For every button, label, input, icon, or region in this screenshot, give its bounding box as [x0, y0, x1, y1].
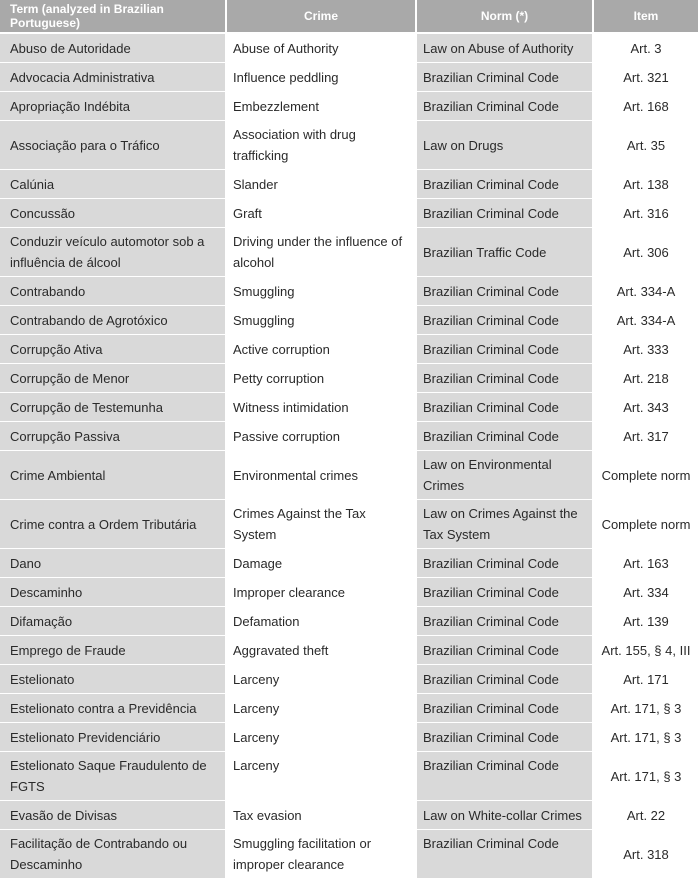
item-cell: Complete norm	[593, 451, 699, 500]
crime-cell: Improper clearance	[226, 578, 416, 607]
crime-cell: Tax evasion	[226, 801, 416, 830]
item-cell: Art. 334-A	[593, 306, 699, 335]
norm-cell: Brazilian Criminal Code	[416, 170, 593, 199]
norm-cell: Brazilian Criminal Code	[416, 549, 593, 578]
crime-cell: Larceny	[226, 723, 416, 752]
norm-cell: Law on White-collar Crimes	[416, 801, 593, 830]
norm-cell: Brazilian Criminal Code	[416, 63, 593, 92]
term-cell: Corrupção Ativa	[0, 335, 226, 364]
table-row	[0, 393, 699, 422]
item-cell: Art. 155, § 4, III	[593, 636, 699, 665]
item-cell: Art. 321	[593, 63, 699, 92]
norm-cell: Law on Crimes Against the Tax System	[416, 500, 593, 549]
crime-cell: Crimes Against the Tax System	[226, 500, 416, 549]
table-row	[0, 801, 699, 830]
item-cell: Art. 317	[593, 422, 699, 451]
crime-cell: Active corruption	[226, 335, 416, 364]
table-row	[0, 92, 699, 121]
table-row	[0, 306, 699, 335]
crime-cell: Larceny	[226, 665, 416, 694]
table-row	[0, 170, 699, 199]
term-cell: Contrabando de Agrotóxico	[0, 306, 226, 335]
term-cell: Emprego de Fraude	[0, 636, 226, 665]
table-row	[0, 63, 699, 92]
item-cell: Art. 316	[593, 199, 699, 228]
norm-cell: Brazilian Criminal Code	[416, 306, 593, 335]
table-row	[0, 121, 699, 170]
table-row	[0, 578, 699, 607]
item-cell: Art. 343	[593, 393, 699, 422]
norm-cell: Brazilian Criminal Code	[416, 393, 593, 422]
norm-cell: Law on Environmental Crimes	[416, 451, 593, 500]
norm-cell: Brazilian Criminal Code	[416, 636, 593, 665]
table-row	[0, 277, 699, 306]
term-cell: Abuso de Autoridade	[0, 33, 226, 63]
crime-cell: Graft	[226, 199, 416, 228]
norm-cell: Brazilian Criminal Code	[416, 665, 593, 694]
term-cell: Dano	[0, 549, 226, 578]
table-row	[0, 752, 699, 801]
crime-cell: Environmental crimes	[226, 451, 416, 500]
item-cell: Art. 35	[593, 121, 699, 170]
term-cell: Corrupção Passiva	[0, 422, 226, 451]
norm-cell: Brazilian Criminal Code	[416, 335, 593, 364]
table-row	[0, 607, 699, 636]
item-cell: Art. 318	[593, 830, 699, 879]
header-crime: Crime	[226, 0, 416, 33]
norm-cell: Brazilian Criminal Code	[416, 723, 593, 752]
term-cell: Concussão	[0, 199, 226, 228]
crime-cell: Larceny	[226, 752, 416, 801]
term-cell: Advocacia Administrativa	[0, 63, 226, 92]
norm-cell: Brazilian Criminal Code	[416, 277, 593, 306]
term-cell: Descaminho	[0, 578, 226, 607]
table-row	[0, 636, 699, 665]
term-cell: Estelionato	[0, 665, 226, 694]
crime-cell: Damage	[226, 549, 416, 578]
item-cell: Art. 306	[593, 228, 699, 277]
norm-cell: Brazilian Criminal Code	[416, 199, 593, 228]
term-cell: Contrabando	[0, 277, 226, 306]
item-cell: Art. 22	[593, 801, 699, 830]
norm-cell: Brazilian Criminal Code	[416, 578, 593, 607]
term-cell: Calúnia	[0, 170, 226, 199]
crime-cell: Witness intimidation	[226, 393, 416, 422]
table-row	[0, 228, 699, 277]
table-row	[0, 500, 699, 549]
term-cell: Facilitação de Contrabando ou Descaminho	[0, 830, 226, 879]
table-row	[0, 665, 699, 694]
crime-cell: Smuggling	[226, 306, 416, 335]
crime-cell: Abuse of Authority	[226, 33, 416, 63]
item-cell: Art. 3	[593, 33, 699, 63]
term-cell: Crime Ambiental	[0, 451, 226, 500]
item-cell: Art. 171, § 3	[593, 752, 699, 801]
term-cell: Associação para o Tráfico	[0, 121, 226, 170]
table-row	[0, 364, 699, 393]
table-row	[0, 830, 699, 879]
crime-cell: Aggravated theft	[226, 636, 416, 665]
table-row	[0, 422, 699, 451]
item-cell: Complete norm	[593, 500, 699, 549]
item-cell: Art. 218	[593, 364, 699, 393]
norm-cell: Brazilian Criminal Code	[416, 830, 593, 879]
item-cell: Art. 334	[593, 578, 699, 607]
table-row	[0, 451, 699, 500]
term-cell: Difamação	[0, 607, 226, 636]
item-cell: Art. 171, § 3	[593, 723, 699, 752]
crime-cell: Smuggling	[226, 277, 416, 306]
term-cell: Crime contra a Ordem Tributária	[0, 500, 226, 549]
crime-cell: Embezzlement	[226, 92, 416, 121]
term-cell: Estelionato contra a Previdência	[0, 694, 226, 723]
term-cell: Evasão de Divisas	[0, 801, 226, 830]
item-cell: Art. 163	[593, 549, 699, 578]
norm-cell: Brazilian Criminal Code	[416, 752, 593, 801]
item-cell: Art. 333	[593, 335, 699, 364]
table-row	[0, 33, 699, 63]
norm-cell: Brazilian Criminal Code	[416, 422, 593, 451]
term-cell: Corrupção de Menor	[0, 364, 226, 393]
crime-cell: Influence peddling	[226, 63, 416, 92]
term-cell: Apropriação Indébita	[0, 92, 226, 121]
crime-cell: Larceny	[226, 694, 416, 723]
table-row	[0, 694, 699, 723]
header-term: Term (analyzed in Brazilian Portuguese)	[0, 0, 226, 33]
norm-cell: Brazilian Criminal Code	[416, 92, 593, 121]
table-row	[0, 199, 699, 228]
norm-cell: Brazilian Criminal Code	[416, 694, 593, 723]
term-cell: Estelionato Previdenciário	[0, 723, 226, 752]
term-cell: Estelionato Saque Fraudulento de FGTS	[0, 752, 226, 801]
item-cell: Art. 334-A	[593, 277, 699, 306]
item-cell: Art. 168	[593, 92, 699, 121]
item-cell: Art. 138	[593, 170, 699, 199]
header-row	[0, 0, 699, 33]
header-item: Item	[593, 0, 699, 33]
item-cell: Art. 171	[593, 665, 699, 694]
crime-cell: Petty corruption	[226, 364, 416, 393]
term-cell: Conduzir veículo automotor sob a influência de álcool	[0, 228, 226, 277]
header-norm: Norm (*)	[416, 0, 593, 33]
norm-cell: Law on Abuse of Authority	[416, 33, 593, 63]
item-cell: Art. 139	[593, 607, 699, 636]
norm-cell: Brazilian Criminal Code	[416, 364, 593, 393]
crime-cell: Defamation	[226, 607, 416, 636]
table-row	[0, 335, 699, 364]
table-row	[0, 723, 699, 752]
norm-cell: Brazilian Traffic Code	[416, 228, 593, 277]
term-cell: Corrupção de Testemunha	[0, 393, 226, 422]
crime-cell: Driving under the influence of alcohol	[226, 228, 416, 277]
norm-cell: Law on Drugs	[416, 121, 593, 170]
crime-cell: Slander	[226, 170, 416, 199]
crime-cell: Smuggling facilitation or improper clearance	[226, 830, 416, 879]
table-row	[0, 549, 699, 578]
crime-cell: Passive corruption	[226, 422, 416, 451]
item-cell: Art. 171, § 3	[593, 694, 699, 723]
crime-cell: Association with drug trafficking	[226, 121, 416, 170]
norm-cell: Brazilian Criminal Code	[416, 607, 593, 636]
